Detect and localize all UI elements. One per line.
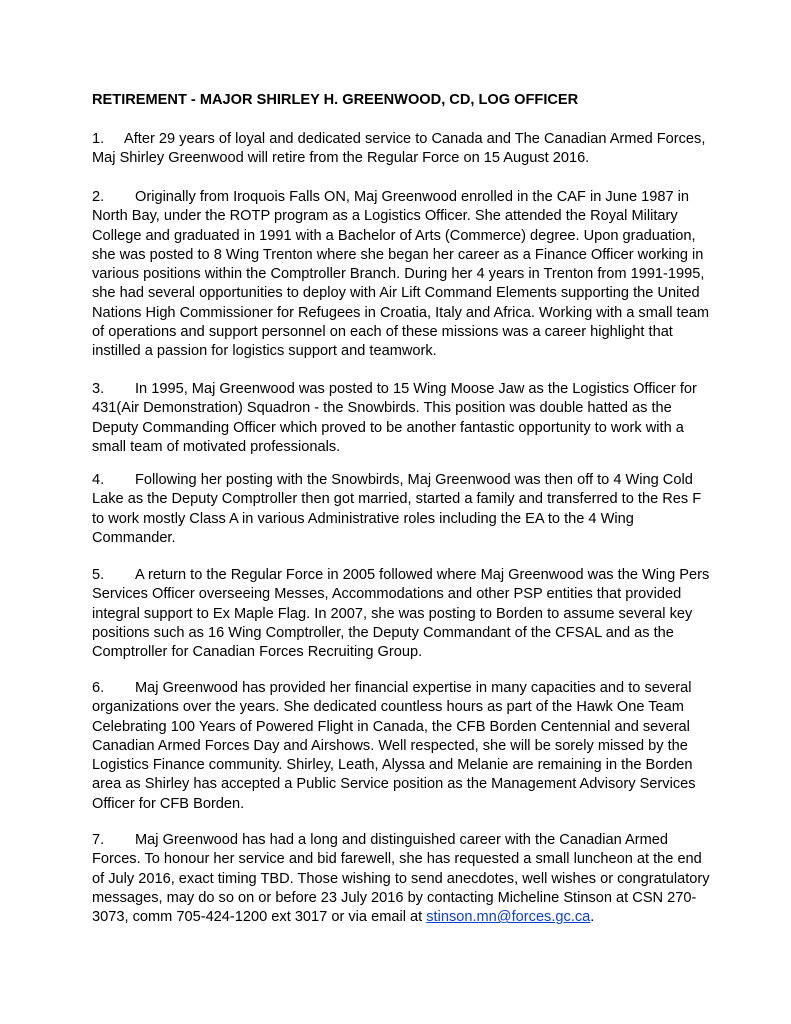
text-line: Deputy Commanding Officer which proved to be another fantastic opportunity to work with a	[92, 419, 684, 436]
text-line: A return to the Regular Force in 2005 followed where Maj Greenwood was the Wing Pers	[135, 567, 710, 583]
text-line: organizations over the years. She dedicated countless hours as part of the Hawk One Team	[92, 699, 684, 716]
paragraph-number: 2.	[92, 189, 105, 205]
text-line: After 29 years of loyal and dedicated service to Canada and The Canadian Armed Forces,	[124, 131, 706, 147]
text-line: In 1995, Maj Greenwood was posted to 15 Wing Moose Jaw as the Logistics Officer for	[135, 381, 697, 397]
text-line: Maj Greenwood has had a long and distinguished career with the Canadian Armed	[135, 832, 669, 848]
text-line: she was posted to 8 Wing Trenton where she began her career as a Finance Officer working in	[92, 246, 704, 263]
text-line: Logistics Finance community. Shirley, Leath, Alyssa and Melanie are remaining in the Borden	[92, 757, 693, 774]
text-segment: .	[590, 909, 595, 926]
paragraph-number: 4.	[92, 472, 105, 488]
text-line: Canadian Armed Forces Day and Airshows. Well respected, she will be sorely missed by the	[92, 737, 688, 754]
paragraph-number: 7.	[92, 832, 105, 848]
paragraph-5	[92, 566, 712, 662]
text-line: North Bay, under the ROTP program as a Logistics Officer. She attended the Royal Military	[92, 208, 678, 225]
paragraph-6	[92, 679, 712, 814]
paragraph-number: 6.	[92, 680, 105, 696]
text-line: Commander.	[92, 529, 176, 546]
text-line: Comptroller for Canadian Forces Recruiting Group.	[92, 644, 423, 661]
text-line: 431(Air Demonstration) Squadron - the Snowbirds. This position was double hatted as the	[92, 400, 672, 417]
text-line: she had several opportunities to deploy with Air Lift Command Elements supporting the United	[92, 285, 700, 302]
paragraph-2	[92, 188, 712, 362]
text-line: Officer for CFB Borden.	[92, 795, 245, 812]
text-line: Services Officer overseeing Messes, Accommodations and other PSP entities that provided	[92, 586, 682, 603]
text-line: various positions within the Comptroller Branch. During her 4 years in Trenton from 1991-1995,	[92, 266, 705, 283]
paragraph-4	[92, 471, 712, 548]
paragraph-3	[92, 380, 712, 457]
text-segment: 3073, comm 705-424-1200 ext 3017 or via email at	[92, 909, 427, 926]
text-line: Lake as the Deputy Comptroller then got married, started a family and transferred to the Res F	[92, 491, 702, 508]
text-line: instilled a passion for logistics support and teamwork.	[92, 343, 437, 360]
text-line: Following her posting with the Snowbirds, Maj Greenwood was then off to 4 Wing Cold	[135, 472, 693, 488]
text-line: Maj Shirley Greenwood will retire from the Regular Force on 15 August 2016.	[92, 150, 590, 167]
text-line: integral support to Ex Maple Flag. In 2007, she was posting to Borden to assume several key	[92, 605, 693, 622]
email-link[interactable]: stinson.mn@forces.gc.ca	[426, 909, 591, 926]
text-line: small team of motivated professionals.	[92, 438, 341, 455]
text-line: of July 2016, exact timing TBD. Those wishing to send anecdotes, well wishes or congratulatory	[92, 870, 710, 887]
text-line: Nations High Commissioner for Refugees in Croatia, Italy and Africa. Working with a small team	[92, 304, 709, 321]
paragraph-1	[92, 130, 712, 169]
text-line: College and graduated in 1991 with a Bachelor of Arts (Commerce) degree. Upon graduation,	[92, 227, 696, 244]
text-line	[92, 908, 712, 927]
document-title: RETIREMENT - MAJOR SHIRLEY H. GREENWOOD, CD, LOG OFFICER	[92, 92, 579, 108]
paragraph-number: 1.	[92, 131, 105, 147]
text-line: Maj Greenwood has provided her financial expertise in many capacities and to several	[135, 680, 692, 696]
text-line: positions such as 16 Wing Comptroller, the Deputy Commandant of the CFSAL and as the	[92, 624, 674, 641]
text-line: area as Shirley has accepted a Public Service position as the Management Advisory Services	[92, 776, 696, 793]
text-line: Originally from Iroquois Falls ON, Maj Greenwood enrolled in the CAF in June 1987 in	[135, 189, 690, 205]
text-line: of operations and support personnel on each of these missions was a career highlight that	[92, 324, 673, 341]
text-line: messages, may do so on or before 23 July 2016 by contacting Micheline Stinson at CSN 270-	[92, 889, 697, 906]
text-line: Forces. To honour her service and bid farewell, she has requested a small luncheon at the end	[92, 851, 702, 868]
paragraph-number: 5.	[92, 567, 105, 583]
text-line: to work mostly Class A in various Administrative roles including the EA to the 4 Wing	[92, 510, 634, 527]
paragraph-7	[92, 831, 712, 927]
text-line: Celebrating 100 Years of Powered Flight in Canada, the CFB Borden Centennial and several	[92, 718, 690, 735]
paragraph-number: 3.	[92, 381, 105, 397]
